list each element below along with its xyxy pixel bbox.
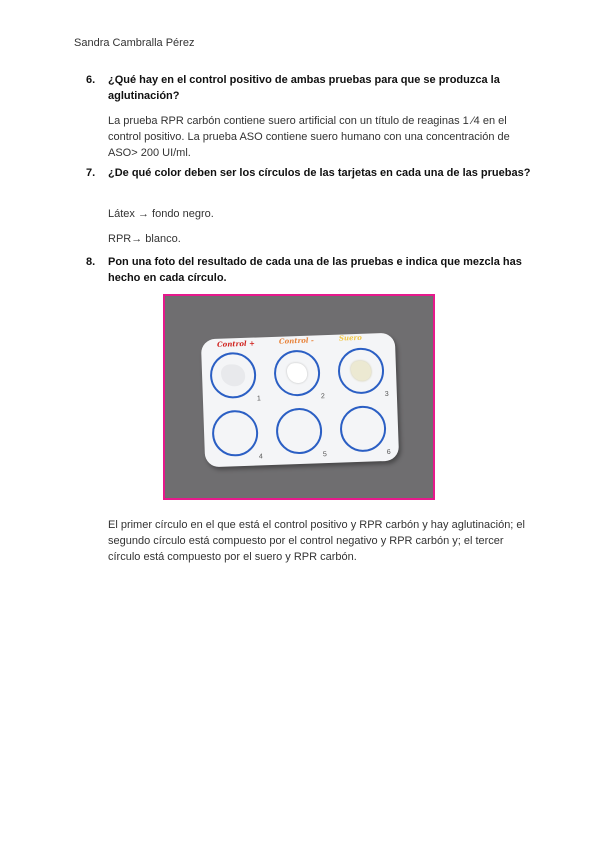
card-circle-1 <box>209 352 257 400</box>
question-number: 8. <box>86 256 96 268</box>
question-text: ¿Qué hay en el control positivo de ambas pruebas para que se produzca la aglutinación? <box>108 74 500 102</box>
card-circle-3 <box>337 347 385 395</box>
question-8 <box>86 254 536 286</box>
sample-drop <box>351 361 372 382</box>
card-circle-2 <box>273 349 321 397</box>
result-photo <box>163 294 435 500</box>
question-text: Pon una foto del resultado de cada una de las pruebas e indica que mezcla has hecho en cada círculo. <box>108 256 522 284</box>
card-circle-6 <box>339 405 387 453</box>
circle-number: 1 <box>256 395 261 403</box>
circle-number: 3 <box>384 390 389 399</box>
card-circle-4 <box>211 409 259 457</box>
answer-6: La prueba RPR carbón contiene suero artificial con un título de reaginas 1 ⁄4 en el control positivo. La prueba ASO contiene suero humano con una concentración de ASO> 200 UI/ml. <box>108 115 510 159</box>
answer-8: El primer círculo en el que está el control positivo y RPR carbón y hay aglutinación; el segundo círculo está compuesto por el control negativo y RPR carbón y; el tercer círculo está compuesto por el suero y RPR carbón. <box>108 519 525 563</box>
question-number: 7. <box>86 167 96 179</box>
author-header: Sandra Cambralla Pérez <box>74 37 195 49</box>
question-7 <box>86 165 536 181</box>
circle-number: 5 <box>322 451 327 459</box>
agglutination-drop <box>221 364 246 387</box>
circle-number: 6 <box>386 448 391 456</box>
circle-number: 4 <box>258 453 263 461</box>
card-circle-5 <box>275 407 323 455</box>
label-control-negative: Control - <box>278 335 314 346</box>
question-number: 6. <box>86 74 96 86</box>
question-text: ¿De qué color deben ser los círculos de las tarjetas en cada una de las pruebas? <box>108 167 531 179</box>
sample-drop <box>287 363 308 384</box>
answer-7-latex: Látex → fondo negro. <box>108 208 214 220</box>
label-serum: Suero <box>338 332 362 343</box>
label-control-positive: Control + <box>216 338 256 349</box>
test-card <box>201 333 399 468</box>
question-6 <box>86 72 536 104</box>
answer-7-rpr: RPR→ blanco. <box>108 233 181 245</box>
circle-number: 2 <box>320 393 325 401</box>
